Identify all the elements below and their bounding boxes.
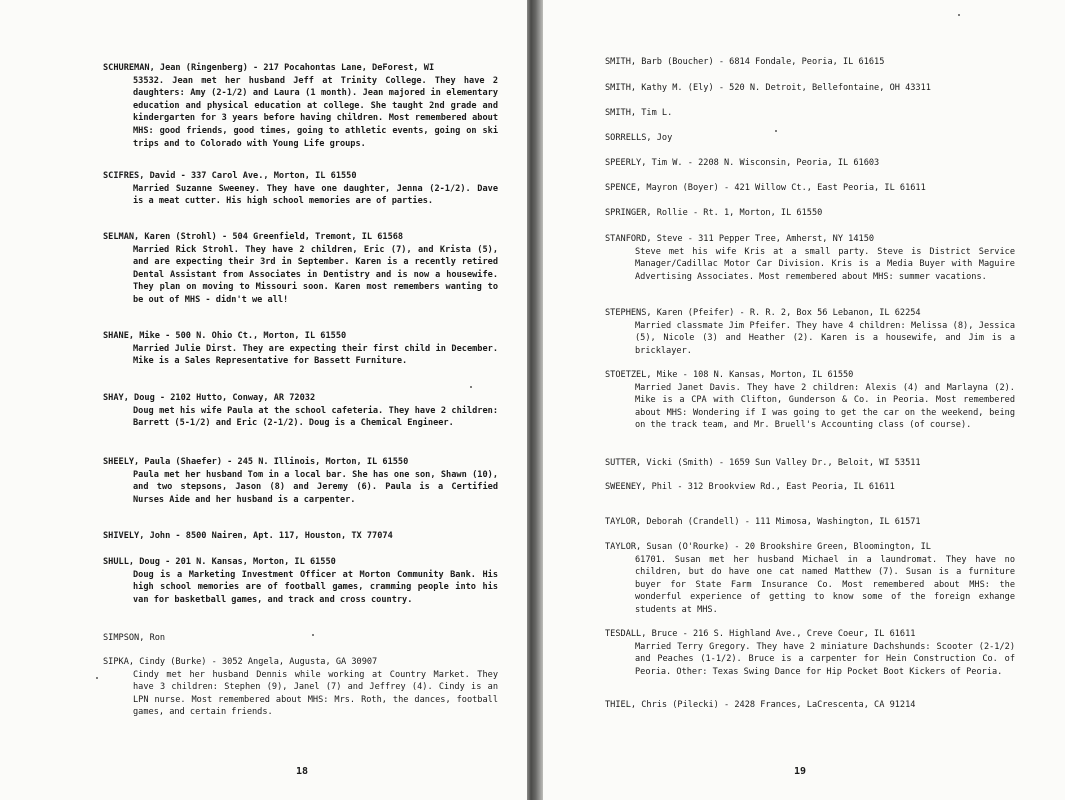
entry-heading: TAYLOR, Deborah (Crandell) - 111 Mimosa, Washington, IL 61571 xyxy=(605,517,921,527)
directory-entry xyxy=(103,330,498,368)
directory-entry xyxy=(605,541,1015,617)
entry-body: Married classmate Jim Pfeifer. They have 4 children: Melissa (8), Jessica (5), Nicole (3) and Heather (2). Karen is a housewife, and Jim is a bricklayer. xyxy=(635,320,1015,356)
directory-entry xyxy=(605,157,1015,170)
directory-entry xyxy=(605,369,1015,432)
entry-heading: THIEL, Chris (Pilecki) - 2428 Frances, LaCrescenta, CA 91214 xyxy=(605,700,916,710)
entry-body: Married Rick Strohl. They have 2 children, Eric (7), and Krista (5), and are expecting their 3rd in September. Karen is a recently retired Dental Assistant from Associates in Dentistry and is now a housewife. They plan on moving to Missouri soon. Karen most remembers wanting to be out of MHS - didn't we all! xyxy=(133,244,498,305)
entry-heading: STANFORD, Steve - 311 Pepper Tree, Amherst, NY 14150 xyxy=(605,234,875,244)
entry-heading: SORRELLS, Joy xyxy=(605,133,673,143)
directory-entry xyxy=(605,457,1015,470)
entry-body: 53532. Jean met her husband Jeff at Trinity College. They have 2 daughters: Amy (2-1/2) and Laura (1 month). Jean majored in elementary education and physical education at college. She taught 2nd grade and kindergarten for 3 years before having children. Most remembered about MHS: good friends, good times, going to athletic events, going on ski trips and to Colorado with Young Life groups. xyxy=(133,75,498,149)
directory-entry xyxy=(103,392,498,430)
entry-body: Doug met his wife Paula at the school cafeteria. They have 2 children: Barrett (5-1/2) and Eric (2-1/2). Doug is a Chemical Engineer. xyxy=(133,405,498,429)
entry-heading: TESDALL, Bruce - 216 S. Highland Ave., Creve Coeur, IL 61611 xyxy=(605,629,916,639)
directory-entry xyxy=(605,107,1015,120)
directory-entry xyxy=(605,481,1015,494)
directory-entry xyxy=(605,307,1015,357)
directory-entry xyxy=(605,699,1015,712)
entry-heading: SIMPSON, Ron xyxy=(103,633,166,643)
directory-entry xyxy=(103,530,498,543)
book-gutter xyxy=(527,0,543,800)
entry-heading: SCHUREMAN, Jean (Ringenberg) - 217 Pocahontas Lane, DeForest, WI xyxy=(103,63,435,73)
directory-entry xyxy=(103,656,498,719)
entry-body: Married Janet Davis. They have 2 children: Alexis (4) and Marlayna (2). Mike is a CPA with Clifton, Gunderson & Co. in Peoria. Most remembered about MHS: Wondering if I was going to get the car on the weekend, being on the track team, and Mr. Bruell's Accounting class (of course). xyxy=(635,382,1015,431)
entry-body: 61701. Susan met her husband Michael in a laundromat. They have no children, but do have one cat named Matthew (7). Susan is a furniture buyer for State Farm Insurance Co. Most remembered about MHS: the wonderful experience of getting to know some of the foreign exhange students at MHS. xyxy=(635,554,1015,615)
entry-heading: SELMAN, Karen (Strohl) - 504 Greenfield, Tremont, IL 61568 xyxy=(103,232,404,242)
entry-body: Paula met her husband Tom in a local bar. She has one son, Shawn (10), and two stepsons, Jason (8) and Jeremy (6). Paula is a Certified Nurses Aide and her husband is a carpenter. xyxy=(133,469,498,505)
entry-heading: SMITH, Tim L. xyxy=(605,108,673,118)
scan-speck xyxy=(775,130,777,132)
entry-heading: SPRINGER, Rollie - Rt. 1, Morton, IL 61550 xyxy=(605,208,823,218)
entry-body: Married Julie Dirst. They are expecting their first child in December. Mike is a Sales Representative for Bassett Furniture. xyxy=(133,343,498,367)
entry-heading: SCIFRES, David - 337 Carol Ave., Morton, IL 61550 xyxy=(103,171,357,181)
entry-heading: SHULL, Doug - 201 N. Kansas, Morton, IL 61550 xyxy=(103,557,336,567)
entry-body: Married Terry Gregory. They have 2 miniature Dachshunds: Scooter (2-1/2) and Peaches (1-1/2). Bruce is a carpenter for Hein Construction Co. of Peoria. Other: Texas Swing Dance for Hip Pocket Boot Kickers of Peoria. xyxy=(635,641,1015,677)
entry-heading: SPENCE, Mayron (Boyer) - 421 Willow Ct., East Peoria, IL 61611 xyxy=(605,183,926,193)
left-page xyxy=(0,0,527,800)
page-number: 19 xyxy=(794,766,807,777)
entry-heading: SHANE, Mike - 500 N. Ohio Ct., Morton, IL 61550 xyxy=(103,331,347,341)
entry-heading: SIPKA, Cindy (Burke) - 3052 Angela, Augusta, GA 30907 xyxy=(103,657,378,667)
directory-entry xyxy=(605,207,1015,220)
entry-heading: SUTTER, Vicki (Smith) - 1659 Sun Valley Dr., Beloit, WI 53511 xyxy=(605,458,921,468)
scan-speck xyxy=(958,14,960,16)
directory-entry xyxy=(605,182,1015,195)
entry-body: Cindy met her husband Dennis while working at Country Market. They have 3 children: Stephen (9), Janel (7) and Jeffrey (4). Cindy is an LPN nurse. Most remembered about MHS: Mrs. Roth, the dances, football games, and certain friends. xyxy=(133,669,498,718)
directory-entry xyxy=(103,456,498,506)
page-number: 18 xyxy=(296,766,309,777)
directory-entry xyxy=(103,231,498,307)
directory-entry xyxy=(605,82,1015,95)
directory-entry xyxy=(605,516,1015,529)
entry-body: Married Suzanne Sweeney. They have one daughter, Jenna (2-1/2). Dave is a meat cutter. His high school memories are of parties. xyxy=(133,183,498,207)
scan-speck xyxy=(312,634,314,636)
entry-heading: SHEELY, Paula (Shaefer) - 245 N. Illinois, Morton, IL 61550 xyxy=(103,457,409,467)
entry-heading: STEPHENS, Karen (Pfeifer) - R. R. 2, Box 56 Lebanon, IL 62254 xyxy=(605,308,921,318)
entry-heading: SMITH, Barb (Boucher) - 6814 Fondale, Peoria, IL 61615 xyxy=(605,57,885,67)
entry-heading: SPEERLY, Tim W. - 2208 N. Wisconsin, Peoria, IL 61603 xyxy=(605,158,880,168)
scan-speck xyxy=(470,386,472,388)
directory-entry xyxy=(605,233,1015,283)
entry-heading: SHIVELY, John - 8500 Nairen, Apt. 117, Houston, TX 77074 xyxy=(103,531,393,541)
entry-heading: STOETZEL, Mike - 108 N. Kansas, Morton, IL 61550 xyxy=(605,370,854,380)
directory-entry xyxy=(103,170,498,208)
entry-body: Doug is a Marketing Investment Officer at Morton Community Bank. His high school memories are of football games, cramming people into his van for basketball games, and track and cross country. xyxy=(133,569,498,605)
right-page xyxy=(543,0,1065,800)
directory-entry xyxy=(103,632,498,645)
directory-entry xyxy=(103,62,498,150)
entry-body: Steve met his wife Kris at a small party. Steve is District Service Manager/Cadillac Motor Car Division. Kris is a Media Buyer with Maguire Advertising Associates. Most remembered about MHS: summer vacations. xyxy=(635,246,1015,282)
entry-heading: SWEENEY, Phil - 312 Brookview Rd., East Peoria, IL 61611 xyxy=(605,482,895,492)
entry-heading: SHAY, Doug - 2102 Hutto, Conway, AR 72032 xyxy=(103,393,316,403)
entry-heading: SMITH, Kathy M. (Ely) - 520 N. Detroit, Bellefontaine, OH 43311 xyxy=(605,83,931,93)
directory-entry xyxy=(605,132,1015,145)
directory-entry xyxy=(103,556,498,606)
directory-entry xyxy=(605,628,1015,678)
entry-heading: TAYLOR, Susan (O'Rourke) - 20 Brookshire Green, Bloomington, IL xyxy=(605,542,931,552)
directory-entry xyxy=(605,56,1015,69)
scan-speck xyxy=(96,677,98,679)
